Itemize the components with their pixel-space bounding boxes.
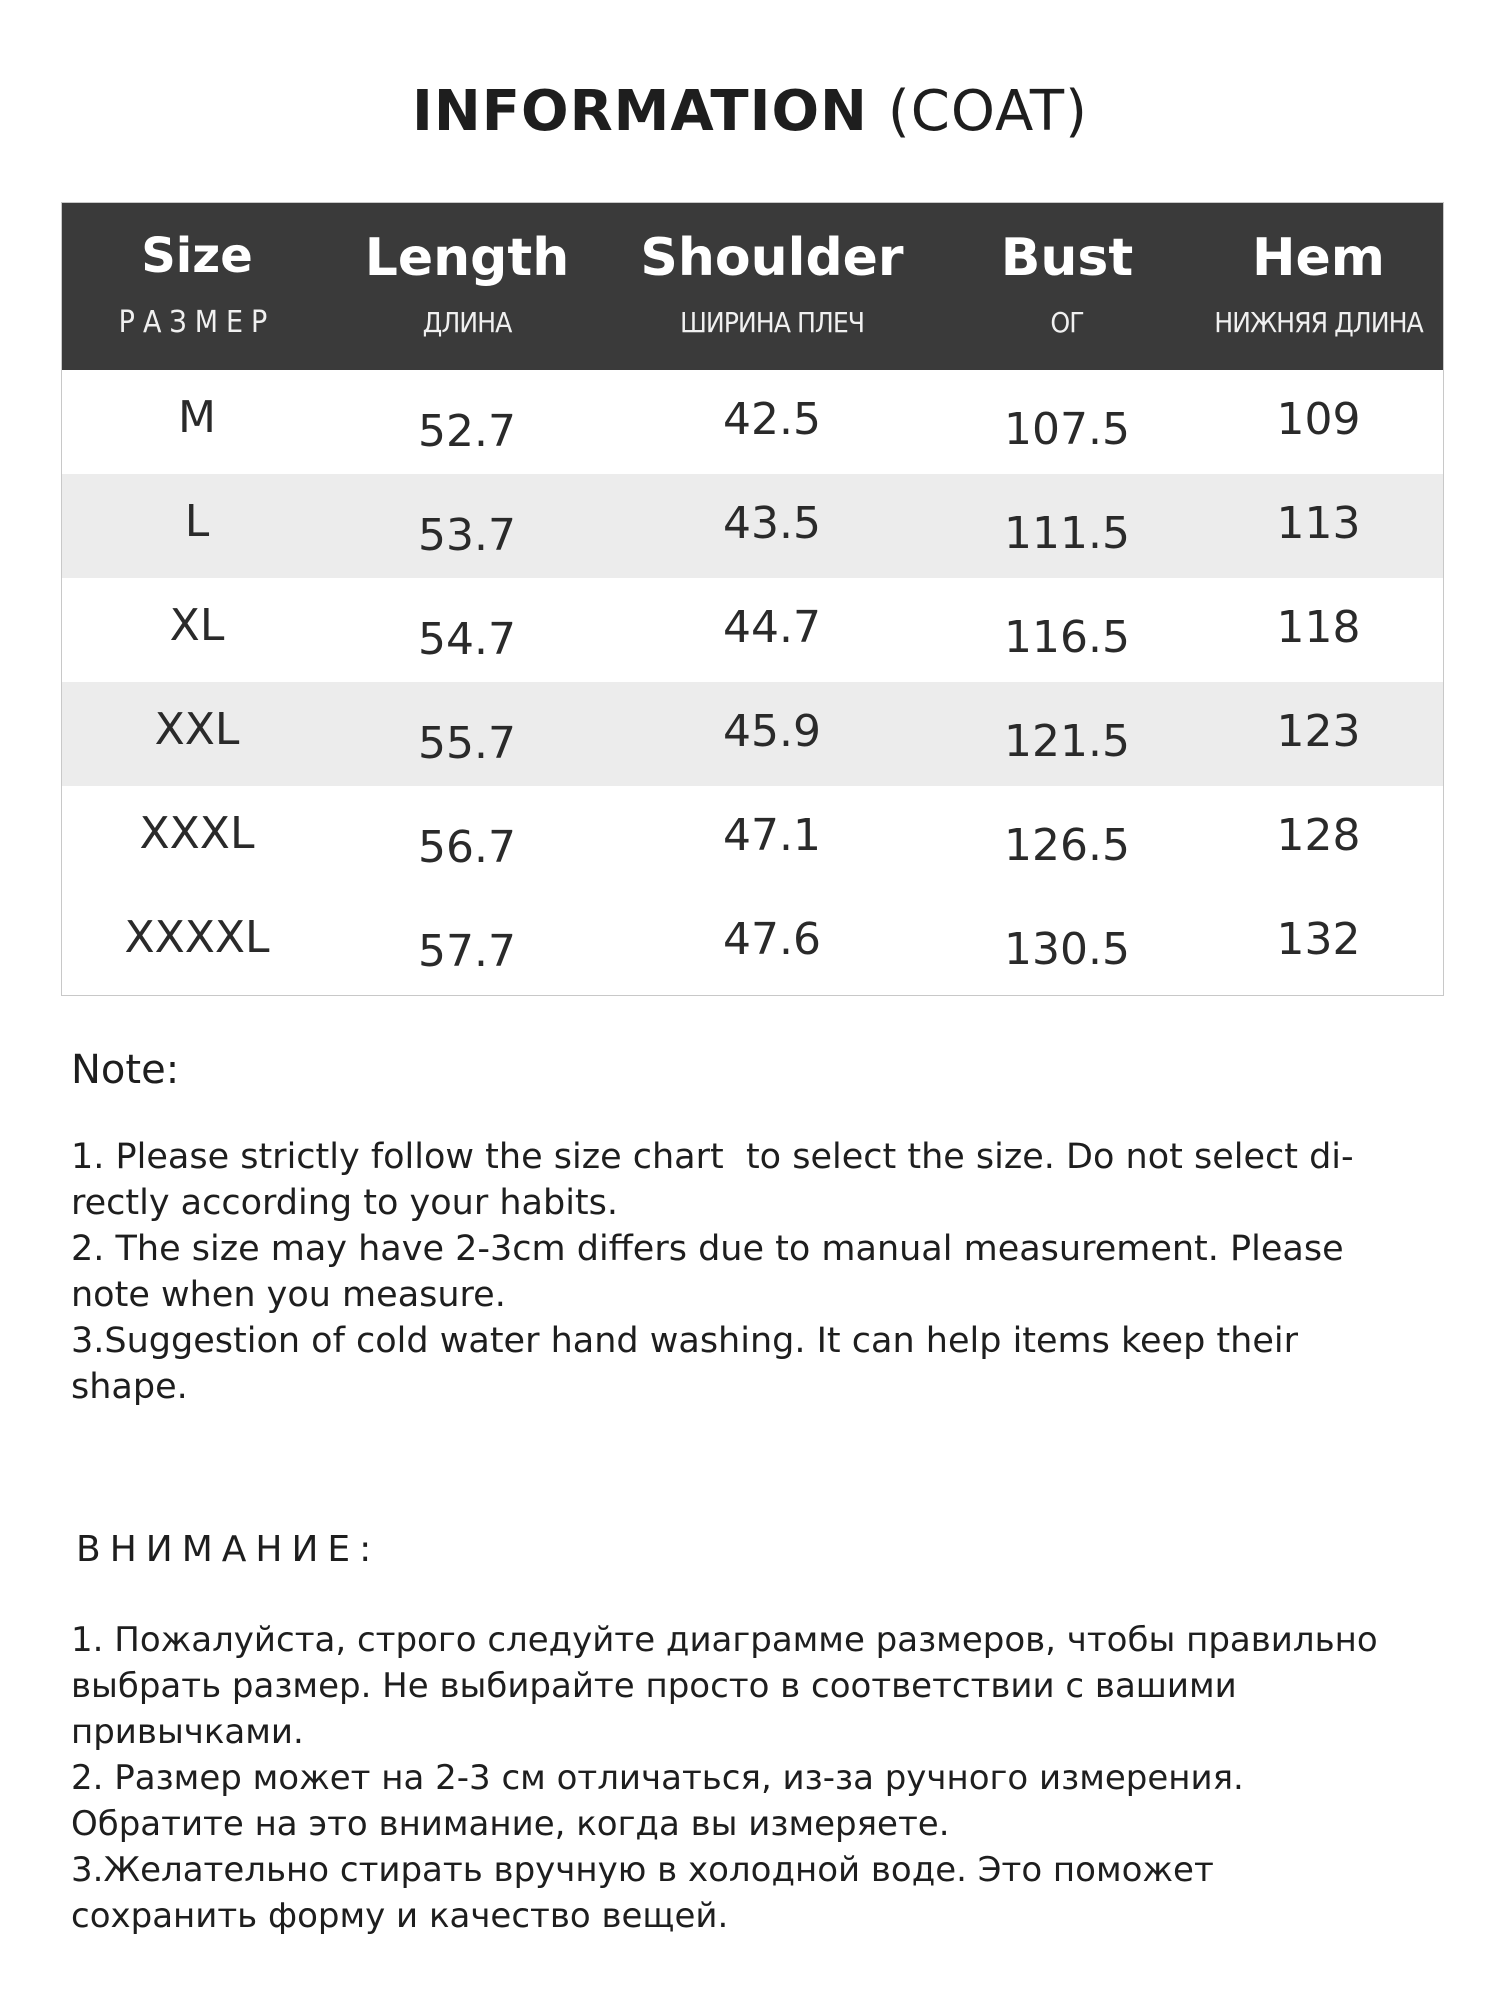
column-header-sublabel: ДЛИНА: [422, 306, 512, 339]
shoulder-cell: [602, 682, 942, 786]
hem-value: 118: [1276, 602, 1361, 653]
column-header-sublabel: ШИРИНА ПЛЕЧ: [679, 306, 865, 339]
bust-value: 107.5: [1004, 404, 1130, 455]
hem-value: 128: [1276, 810, 1361, 861]
column-header-sublabel: ОГ: [1050, 306, 1084, 339]
note-heading: Note:: [71, 1047, 180, 1093]
hem-cell: [1192, 474, 1444, 578]
hem-value: 123: [1276, 706, 1361, 757]
shoulder-value: 42.5: [723, 394, 821, 445]
shoulder-value: 45.9: [723, 706, 821, 757]
column-header-bust: [942, 203, 1192, 370]
column-header-label: Bust: [1000, 228, 1134, 288]
shoulder-cell: [602, 474, 942, 578]
length-value: 53.7: [418, 510, 516, 561]
length-cell: [332, 890, 602, 994]
size-table: [61, 202, 1444, 996]
size-value: XXXXL: [124, 912, 270, 963]
table-row: [62, 786, 1443, 890]
size-cell: [62, 578, 332, 682]
page-title-main: INFORMATION: [412, 79, 868, 144]
bust-cell: [942, 786, 1192, 890]
hem-cell: [1192, 890, 1444, 994]
table-row: [62, 474, 1443, 578]
shoulder-value: 47.1: [723, 810, 821, 861]
bust-cell: [942, 890, 1192, 994]
ru-note-line: сохранить форму и качество вещей.: [71, 1896, 729, 1936]
table-row: [62, 370, 1443, 474]
note-line: rectly according to your habits.: [71, 1183, 619, 1223]
column-header-length: [332, 203, 602, 370]
shoulder-value: 43.5: [723, 498, 821, 549]
hem-value: 109: [1276, 394, 1361, 445]
page-title-sub: (COAT): [887, 79, 1088, 144]
ru-note-line: 2. Размер может на 2-3 см отличаться, из-за ручного измерения.: [71, 1758, 1244, 1798]
bust-cell: [942, 578, 1192, 682]
ru-note-line: 3.Желательно стирать вручную в холодной воде. Это поможет: [71, 1850, 1214, 1890]
hem-cell: [1192, 370, 1444, 474]
column-header-hem: [1192, 203, 1444, 370]
column-header-label: Hem: [1252, 228, 1385, 288]
size-cell: [62, 474, 332, 578]
column-header-sublabel: РАЗМЕР: [118, 305, 276, 340]
hem-cell: [1192, 786, 1444, 890]
size-value: XL: [169, 600, 225, 651]
length-cell: [332, 578, 602, 682]
size-cell: [62, 682, 332, 786]
column-header-sublabel: НИЖНЯЯ ДЛИНА: [1214, 306, 1423, 339]
size-value: XXL: [154, 704, 240, 755]
shoulder-cell: [602, 786, 942, 890]
size-cell: [62, 370, 332, 474]
note-line: note when you measure.: [71, 1275, 506, 1315]
length-cell: [332, 786, 602, 890]
size-value: L: [184, 496, 210, 547]
size-cell: [62, 786, 332, 890]
note-list: [71, 1134, 1411, 1410]
size-value: M: [178, 392, 216, 443]
shoulder-cell: [602, 578, 942, 682]
length-cell: [332, 370, 602, 474]
hem-cell: [1192, 578, 1444, 682]
column-header-shoulder: [602, 203, 942, 370]
column-header-size: [62, 203, 332, 370]
column-header-label: Length: [364, 228, 570, 288]
bust-cell: [942, 370, 1192, 474]
ru-note-line: выбрать размер. Не выбирайте просто в соответствии с вашими: [71, 1666, 1237, 1706]
ru-note-list: [71, 1617, 1451, 1939]
bust-cell: [942, 474, 1192, 578]
ru-note-line: привычками.: [71, 1712, 304, 1752]
table-header: [62, 203, 1443, 370]
length-cell: [332, 682, 602, 786]
ru-note-line: Обратите на это внимание, когда вы измеряете.: [71, 1804, 950, 1844]
length-value: 54.7: [418, 614, 516, 665]
bust-cell: [942, 682, 1192, 786]
length-value: 56.7: [418, 822, 516, 873]
shoulder-cell: [602, 890, 942, 994]
note-line: 2. The size may have 2-3cm differs due to manual measurement. Please: [71, 1229, 1344, 1269]
bust-value: 126.5: [1004, 820, 1130, 871]
size-cell: [62, 890, 332, 994]
table-row: [62, 890, 1443, 994]
hem-value: 113: [1276, 498, 1361, 549]
bust-value: 130.5: [1004, 924, 1130, 975]
shoulder-cell: [602, 370, 942, 474]
bust-value: 121.5: [1004, 716, 1130, 767]
column-header-label: Size: [141, 228, 253, 284]
ru-note-heading: ВНИМАНИЕ:: [76, 1529, 381, 1570]
ru-note-line: 1. Пожалуйста, строго следуйте диаграмме размеров, чтобы правильно: [71, 1620, 1378, 1660]
bust-value: 116.5: [1004, 612, 1130, 663]
note-line: 3.Suggestion of cold water hand washing. It can help items keep their: [71, 1321, 1298, 1361]
length-value: 55.7: [418, 718, 516, 769]
note-line: shape.: [71, 1367, 188, 1407]
length-value: 57.7: [418, 926, 516, 977]
size-value: XXXL: [139, 808, 255, 859]
bust-value: 111.5: [1004, 508, 1130, 559]
hem-cell: [1192, 682, 1444, 786]
length-cell: [332, 474, 602, 578]
shoulder-value: 47.6: [723, 914, 821, 965]
table-row: [62, 578, 1443, 682]
note-line: 1. Please strictly follow the size chart to select the size. Do not select di-: [71, 1137, 1354, 1177]
column-header-label: Shoulder: [640, 228, 904, 288]
page-title: [0, 72, 1500, 152]
shoulder-value: 44.7: [723, 602, 821, 653]
hem-value: 132: [1276, 914, 1361, 965]
length-value: 52.7: [418, 406, 516, 457]
table-row: [62, 682, 1443, 786]
